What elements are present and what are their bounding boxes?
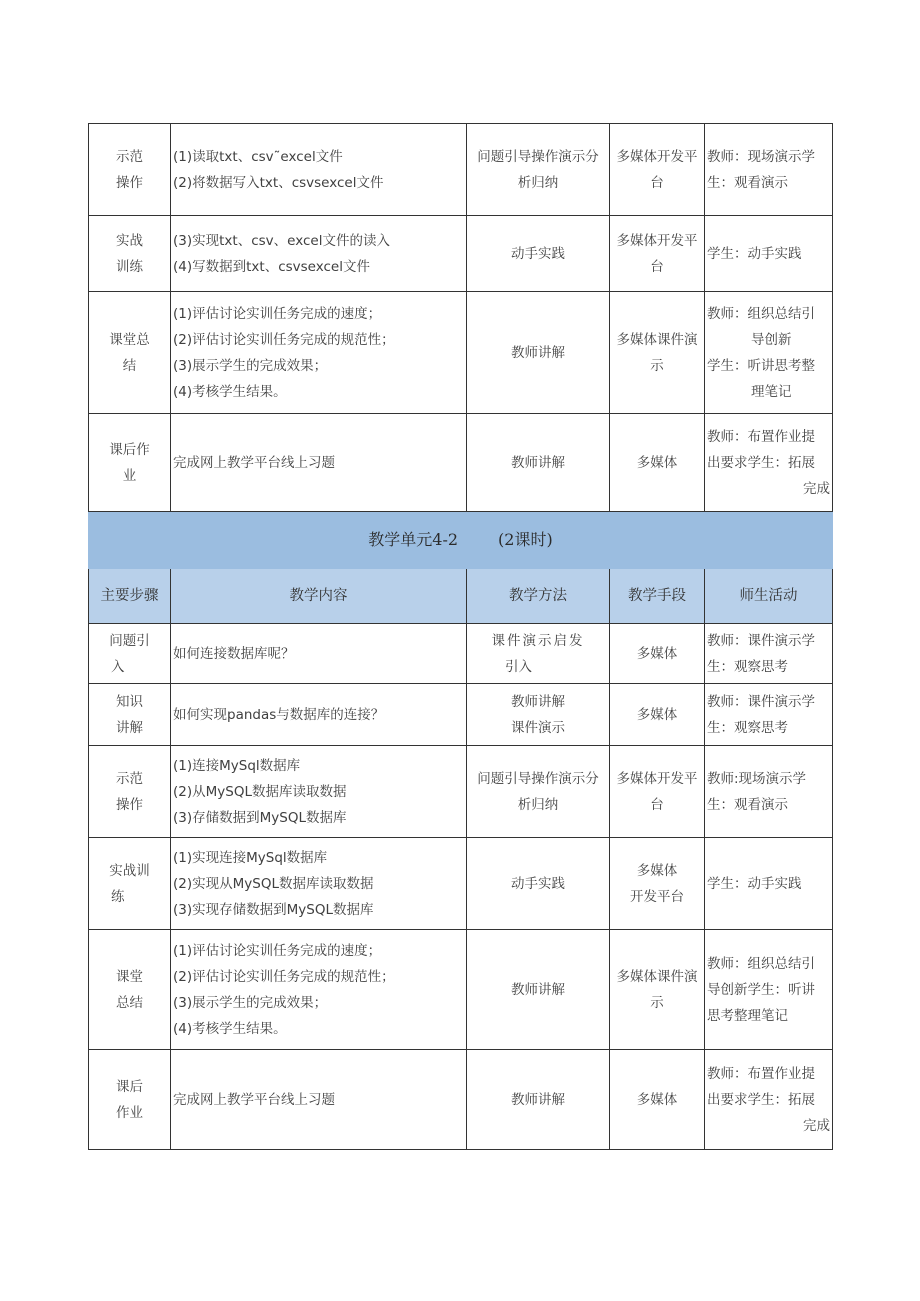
content-text: (3)实现txt、csv、excel文件的读入 <box>173 232 390 249</box>
content-cell <box>171 624 467 684</box>
content-cell <box>171 124 467 216</box>
method-cell <box>467 1050 610 1150</box>
activity-cell <box>705 624 833 684</box>
table-row <box>89 124 833 216</box>
step-cell <box>89 930 171 1050</box>
activity-text: 学生：听讲思考整 <box>707 357 815 374</box>
step-text: 入 <box>111 658 125 675</box>
content-text: (3)实现存储数据到MySQL数据库 <box>173 901 374 918</box>
method-text: 教师讲解 <box>511 1091 565 1108</box>
means-text: 多媒体开发平 <box>616 770 698 787</box>
content-text: (3)存储数据到MySQL数据库 <box>173 809 347 826</box>
means-text: 多媒体开发平 <box>616 148 698 165</box>
content-text: (2)评估讨论实训任务完成的规范性； <box>173 968 395 985</box>
content-text: (1)实现连接MySql数据库 <box>173 849 328 866</box>
method-cell <box>467 624 610 684</box>
step-text: 知识 <box>116 693 143 710</box>
means-text: 台 <box>650 258 664 275</box>
method-text: 教师讲解 <box>511 693 565 710</box>
content-cell <box>171 930 467 1050</box>
method-text: 教师讲解 <box>511 981 565 998</box>
means-text: 多媒体课件演 <box>616 968 698 985</box>
step-cell <box>89 624 171 684</box>
method-cell <box>467 746 610 838</box>
method-text: 析归纳 <box>517 796 559 813</box>
method-cell <box>467 838 610 930</box>
activity-text: 生：观察思考 <box>707 719 788 736</box>
means-cell <box>610 216 705 292</box>
means-text: 示 <box>650 357 664 374</box>
lesson-plan-sheet <box>88 123 832 1150</box>
content-text: (1)评估讨论实训任务完成的速度； <box>173 942 382 959</box>
step-text: 作业 <box>116 1104 143 1121</box>
step-text: 问题引 <box>109 632 150 649</box>
content-cell <box>171 746 467 838</box>
means-text: 台 <box>650 796 664 813</box>
method-text: 析归纳 <box>517 174 559 191</box>
activity-text: 出要求学生：拓展 <box>707 454 815 471</box>
table-row <box>89 838 833 930</box>
method-cell <box>467 216 610 292</box>
activity-cell <box>705 684 833 746</box>
header-means: 教学手段 <box>610 569 705 624</box>
content-text: (2)从MySQL数据库读取数据 <box>173 783 347 800</box>
content-cell <box>171 414 467 512</box>
method-text: 动手实践 <box>511 875 565 892</box>
means-text: 台 <box>650 174 664 191</box>
step-text: 课后作 <box>109 441 150 458</box>
method-cell <box>467 124 610 216</box>
table-row <box>89 292 833 414</box>
activity-text: 完成 <box>803 1117 830 1134</box>
content-text: (1)读取txt、csv˜excel文件 <box>173 148 343 165</box>
step-cell <box>89 216 171 292</box>
activity-text: 教师：布置作业提 <box>707 1065 815 1082</box>
activity-text: 教师：组织总结引 <box>707 955 815 972</box>
content-text: (3)展示学生的完成效果； <box>173 357 328 374</box>
means-text: 多媒体 <box>636 645 678 662</box>
activity-text: 教师：课件演示学 <box>707 693 815 710</box>
means-text: 多媒体 <box>636 454 678 471</box>
unit-banner <box>89 512 833 569</box>
header-content: 教学内容 <box>171 569 467 624</box>
step-text: 结 <box>122 357 137 374</box>
table-row <box>89 1050 833 1150</box>
activity-text: 生：观看演示 <box>707 174 788 191</box>
content-text: 完成网上教学平台线上习题 <box>173 454 335 471</box>
method-cell <box>467 684 610 746</box>
method-cell <box>467 292 610 414</box>
means-cell <box>610 838 705 930</box>
header-activity: 师生活动 <box>705 569 833 624</box>
means-text: 开发平台 <box>630 888 684 905</box>
step-text: 实战 <box>116 232 143 249</box>
content-cell <box>171 292 467 414</box>
unit-title: 教学单元4-2 <box>368 530 459 549</box>
activity-cell <box>705 414 833 512</box>
method-text: 问题引导操作演示分 <box>477 148 599 165</box>
activity-text: 理笔记 <box>751 383 792 400</box>
activity-text: 教师：课件演示学 <box>707 632 815 649</box>
means-cell <box>610 1050 705 1150</box>
activity-cell <box>705 1050 833 1150</box>
lesson-plan-table <box>88 123 833 1150</box>
means-text: 多媒体 <box>636 1091 678 1108</box>
content-text: (2)实现从MySQL数据库读取数据 <box>173 875 374 892</box>
step-text: 操作 <box>116 796 143 813</box>
means-cell <box>610 930 705 1050</box>
means-text: 多媒体课件演 <box>616 331 698 348</box>
method-cell <box>467 414 610 512</box>
activity-cell <box>705 930 833 1050</box>
method-text: 教师讲解 <box>511 344 565 361</box>
method-text: 课件演示 <box>511 719 565 736</box>
means-cell <box>610 624 705 684</box>
activity-cell <box>705 216 833 292</box>
content-text: 完成网上教学平台线上习题 <box>173 1091 335 1108</box>
step-text: 操作 <box>116 174 143 191</box>
activity-text: 学生：动手实践 <box>707 245 802 262</box>
step-text: 课后 <box>116 1078 143 1095</box>
content-text: (4)考核学生结果。 <box>173 383 287 400</box>
means-text: 多媒体 <box>636 706 678 723</box>
step-cell <box>89 414 171 512</box>
table-row <box>89 624 833 684</box>
method-text: 教师讲解 <box>511 454 565 471</box>
content-text: (4)考核学生结果。 <box>173 1020 287 1037</box>
activity-text: 思考整理笔记 <box>707 1007 788 1024</box>
header-row <box>89 569 833 624</box>
activity-cell <box>705 292 833 414</box>
table-row <box>89 684 833 746</box>
activity-text: 导创新学生：听讲 <box>707 981 815 998</box>
step-cell <box>89 684 171 746</box>
table-row <box>89 414 833 512</box>
step-cell <box>89 292 171 414</box>
activity-text: 教师：现场演示学 <box>707 148 815 165</box>
step-text: 总结 <box>116 994 143 1011</box>
means-cell <box>610 414 705 512</box>
method-text: 课件演示启发 <box>491 632 585 649</box>
table-row <box>89 930 833 1050</box>
activity-text: 完成 <box>803 480 830 497</box>
step-text: 练 <box>111 888 125 905</box>
means-cell <box>610 684 705 746</box>
unit-hours: (2课时) <box>498 530 553 549</box>
table-row <box>89 216 833 292</box>
activity-text: 教师:现场演示学 <box>707 770 807 787</box>
unit-banner-row <box>89 512 833 569</box>
table-row <box>89 746 833 838</box>
step-cell <box>89 124 171 216</box>
activity-text: 教师：组织总结引 <box>707 305 815 322</box>
step-cell <box>89 838 171 930</box>
content-text: (3)展示学生的完成效果； <box>173 994 328 1011</box>
method-text: 问题引导操作演示分 <box>477 770 599 787</box>
content-text: (1)连接MySql数据库 <box>173 757 301 774</box>
activity-text: 学生：动手实践 <box>707 875 802 892</box>
step-cell <box>89 746 171 838</box>
activity-text: 生：观看演示 <box>707 796 788 813</box>
step-text: 课堂总 <box>109 331 150 348</box>
activity-cell <box>705 124 833 216</box>
means-cell <box>610 746 705 838</box>
header-step: 主要步骤 <box>89 569 171 624</box>
step-text: 示范 <box>116 148 143 165</box>
method-text: 动手实践 <box>511 245 565 262</box>
content-text: (2)将数据写入txt、csvsexcel文件 <box>173 174 384 191</box>
step-cell <box>89 1050 171 1150</box>
content-text: (2)评估讨论实训任务完成的规范性； <box>173 331 395 348</box>
activity-text: 教师：布置作业提 <box>707 428 815 445</box>
content-cell <box>171 684 467 746</box>
means-text: 多媒体 <box>636 862 678 879</box>
means-text: 示 <box>650 994 664 1011</box>
activity-text: 出要求学生：拓展 <box>707 1091 815 1108</box>
step-text: 业 <box>122 467 137 484</box>
means-text: 多媒体开发平 <box>616 232 698 249</box>
activity-cell <box>705 746 833 838</box>
content-cell <box>171 216 467 292</box>
method-cell <box>467 930 610 1050</box>
header-method: 教学方法 <box>467 569 610 624</box>
step-text: 示范 <box>116 770 143 787</box>
content-cell <box>171 838 467 930</box>
activity-text: 导创新 <box>751 331 792 348</box>
means-cell <box>610 292 705 414</box>
step-text: 讲解 <box>116 719 143 736</box>
activity-cell <box>705 838 833 930</box>
content-text: (1)评估讨论实训任务完成的速度； <box>173 305 382 322</box>
content-cell <box>171 1050 467 1150</box>
step-text: 课堂 <box>116 968 143 985</box>
step-text: 训练 <box>116 258 143 275</box>
content-text: 如何连接数据库呢？ <box>173 645 295 662</box>
content-text: 如何实现pandas与数据库的连接？ <box>173 706 385 723</box>
method-text: 引入 <box>505 658 532 675</box>
step-text: 实战训 <box>109 862 150 879</box>
means-cell <box>610 124 705 216</box>
content-text: (4)写数据到txt、csvsexcel文件 <box>173 258 370 275</box>
activity-text: 生：观察思考 <box>707 658 788 675</box>
